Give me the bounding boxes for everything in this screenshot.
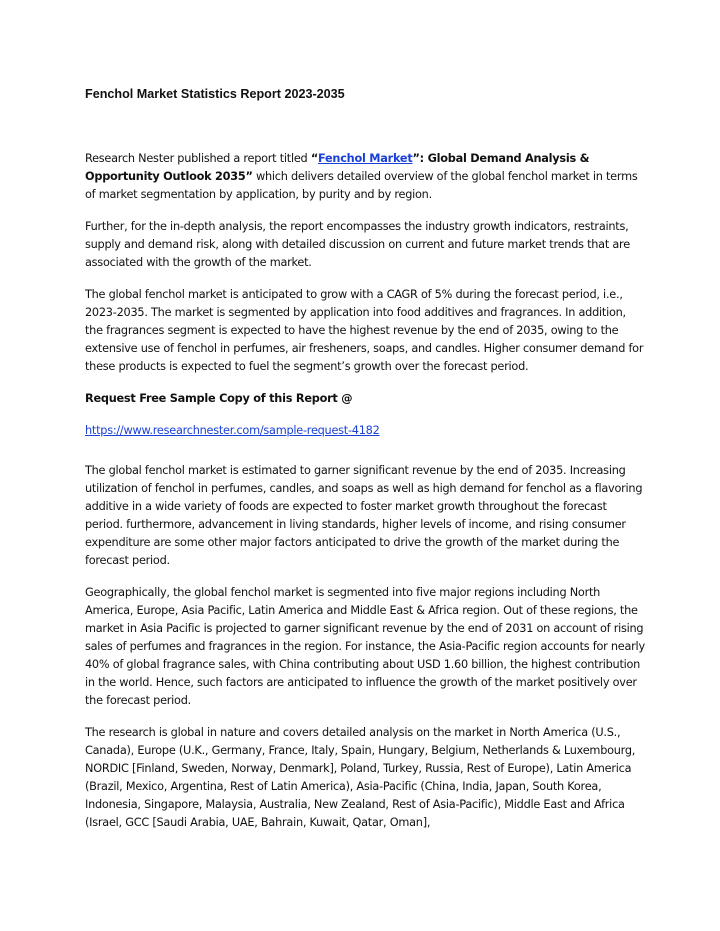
intro-before-text: Research Nester published a report titled [85, 152, 311, 165]
page-title: Fenchol Market Statistics Report 2023-2035 [85, 87, 345, 101]
intro-report-title: ”: Global Demand Analysis & Opportunity Outlook 2035” [85, 152, 590, 183]
revenue-paragraph: The global fenchol market is estimated to garner significant revenue by the end of 2035. Increasing utilization of fenchol in perfumes, candles, and soaps as well as high demand for fenchol as a flavoring additive in a wide variety of foods are expected to foster market growth throughout the forecast period. furthermore, advancement in living standards, higher levels of income, and rising consumer expenditure are some other major factors anticipated to drive the growth of the market during the forecast period. [85, 464, 643, 567]
request-sample-heading: Request Free Sample Copy of this Report @ [85, 392, 353, 405]
fenchol-market-link[interactable]: Fenchol Market [318, 152, 413, 165]
regions-paragraph: Geographically, the global fenchol market is segmented into five major regions including North America, Europe, Asia Pacific, Latin America and Middle East & Africa region. Out of these regions, the market in Asia Pacific is projected to garner significant revenue by the end of 2031 on account of rising sales of perfumes and fragrances in the region. For instance, the Asia-Pacific region accounts for nearly 40% of global fragrance sales, with China contributing about USD 1.60 billion, the highest contribution in the world. Hence, such factors are anticipated to influence the growth of the market positively over the forecast period. [85, 586, 645, 707]
analysis-paragraph: Further, for the in-depth analysis, the report encompasses the industry growth indicators, restraints, supply and demand risk, along with detailed discussion on current and future market trends that are associated with the growth of the market. [85, 220, 630, 269]
document-body [85, 150, 645, 846]
sample-request-link[interactable]: https://www.researchnester.com/sample-request-4182 [85, 424, 380, 437]
coverage-paragraph: The research is global in nature and covers detailed analysis on the market in North America (U.S., Canada), Europe (U.K., Germany, France, Italy, Spain, Hungary, Belgium, Netherlands & Luxembourg, NORDIC [Finland, Sweden, Norway, Denmark], Poland, Turkey, Russia, Rest of Europe), Latin America (Brazil, Mexico, Argentina, Rest of Latin America), Asia-Pacific (China, India, Japan, South Korea, Indonesia, Singapore, Malaysia, Australia, New Zealand, Rest of Asia-Pacific), Middle East and Africa (Israel, GCC [Saudi Arabia, UAE, Bahrain, Kuwait, Qatar, Oman], [85, 726, 636, 829]
cagr-paragraph: The global fenchol market is anticipated to grow with a CAGR of 5% during the forecast period, i.e., 2023-2035. The market is segmented by application into food additives and fragrances. In addition, the fragrances segment is expected to have the highest revenue by the end of 2035, owing to the extensive use of fenchol in perfumes, air fresheners, soaps, and candles. Higher consumer demand for these products is expected to fuel the segment’s growth over the forecast period. [85, 288, 644, 373]
intro-after-text: which delivers detailed overview of the global fenchol market in terms of market segmentation by application, by purity and by region. [85, 170, 638, 201]
sample-link-paragraph [85, 422, 645, 440]
intro-paragraph [85, 150, 645, 204]
intro-quote-open: “ [310, 152, 318, 165]
